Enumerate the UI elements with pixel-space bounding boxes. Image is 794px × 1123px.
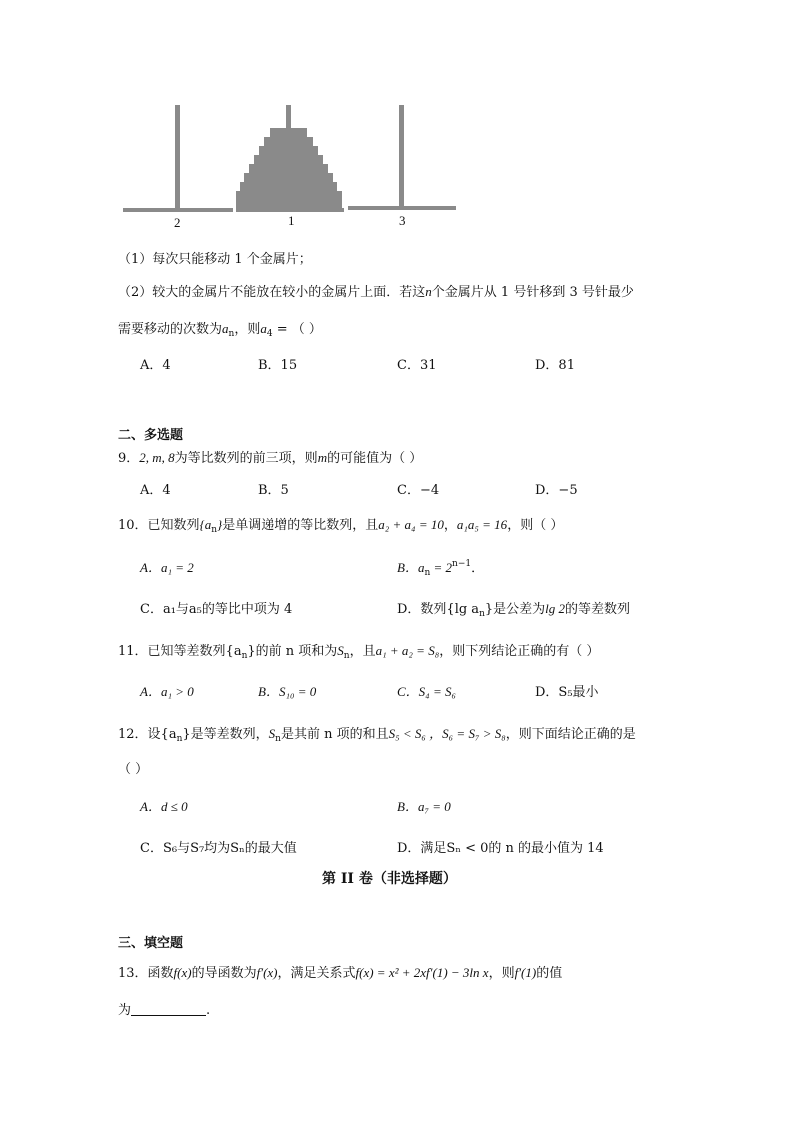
section-multi-choice-heading: 二、多选题 (118, 428, 184, 443)
part-2-title: 第 II 卷（非选择题） (322, 871, 457, 887)
peg-label-1: 1 (288, 213, 295, 228)
q13-stem: 13．函数f(x)的导函数为f′(x)，满足关系式f(x) = x² + 2xf′(1) − 3ln x，则f′(1)的值 (118, 965, 563, 981)
q12-option-c: C．S₆与S₇均为Sₙ的最大值 (140, 841, 297, 856)
section-fill-blank-heading: 三、填空题 (118, 936, 184, 951)
q10-option-c: C．a₁与a₅的等比中项为 4 (140, 602, 293, 617)
q8-rule-1: （1）每次只能移动 1 个金属片； (118, 252, 312, 267)
q12-stem-line-2: （ ） (118, 762, 149, 777)
q10-option-d: D．数列{lg $a_n$}是公差为lg 2的等差数列 (397, 601, 631, 619)
q8-option-a: A．4 (140, 358, 171, 373)
q9-stem: 9．2, m, 8为等比数列的前三项，则m的可能值为（ ） (118, 450, 423, 466)
peg-3-rod (399, 105, 404, 208)
q10-stem: 10．已知数列$\{a_n\}$是单调递增的等比数列，且a₂ + a₄ = 10，a₁a₅ = 16，则（ ） (118, 517, 564, 535)
q9-option-d: D．−5 (535, 483, 578, 498)
q9-option-a: A．4 (140, 483, 171, 498)
q10-option-a: A．a₁ = 2 (140, 560, 194, 575)
q11-option-a: A．a₁ > 0 (140, 684, 194, 699)
q11-stem: 11．已知等差数列$\{a_n\}$的前 n 项和为$S_n$，且a₁ + a₂ = S₈，则下列结论正确的有（ ） (118, 643, 600, 661)
q12-option-a: A．d ≤ 0 (140, 799, 188, 814)
q8-line-3: 需要移动的次数为$a_n$，则$a_4$ = （ ） (118, 321, 322, 339)
q11-option-d: D．S₅最小 (535, 685, 599, 700)
q9-option-b: B．5 (258, 483, 289, 498)
q12-option-b: B．a₇ = 0 (397, 799, 451, 814)
q13-line-2: 为 . (118, 1003, 211, 1018)
hanoi-figure (118, 100, 458, 230)
disk-stack (236, 128, 342, 209)
q8-option-d: D．81 (535, 358, 575, 373)
q12-option-d: D．满足Sₙ < 0的 n 的最小值为 14 (397, 841, 604, 856)
q13-answer-blank[interactable] (131, 1003, 206, 1016)
peg-label-2: 2 (174, 215, 181, 230)
q8-option-b: B．15 (258, 358, 298, 373)
q8-rule-2: （2）较大的金属片不能放在较小的金属片上面．若这n个金属片从 1 号针移到 3 号针最少 (118, 284, 634, 300)
q8-option-c: C．31 (397, 358, 437, 373)
q11-option-b: B．S₁₀ = 0 (258, 684, 317, 699)
q11-option-c: C．S₄ = S₆ (397, 684, 456, 699)
peg-label-3: 3 (399, 213, 406, 228)
peg-2-rod (175, 105, 180, 210)
q12-stem: 12．设$\{a_n\}$是等差数列，$S_n$是其前 n 项的和且S₅ < S₆ ，S₆ = S₇ > S₈，则下面结论正确的是 (118, 726, 636, 744)
q9-option-c: C．−4 (397, 483, 440, 498)
q10-option-b: B．$a_n = 2^{n-1}$． (397, 559, 485, 578)
